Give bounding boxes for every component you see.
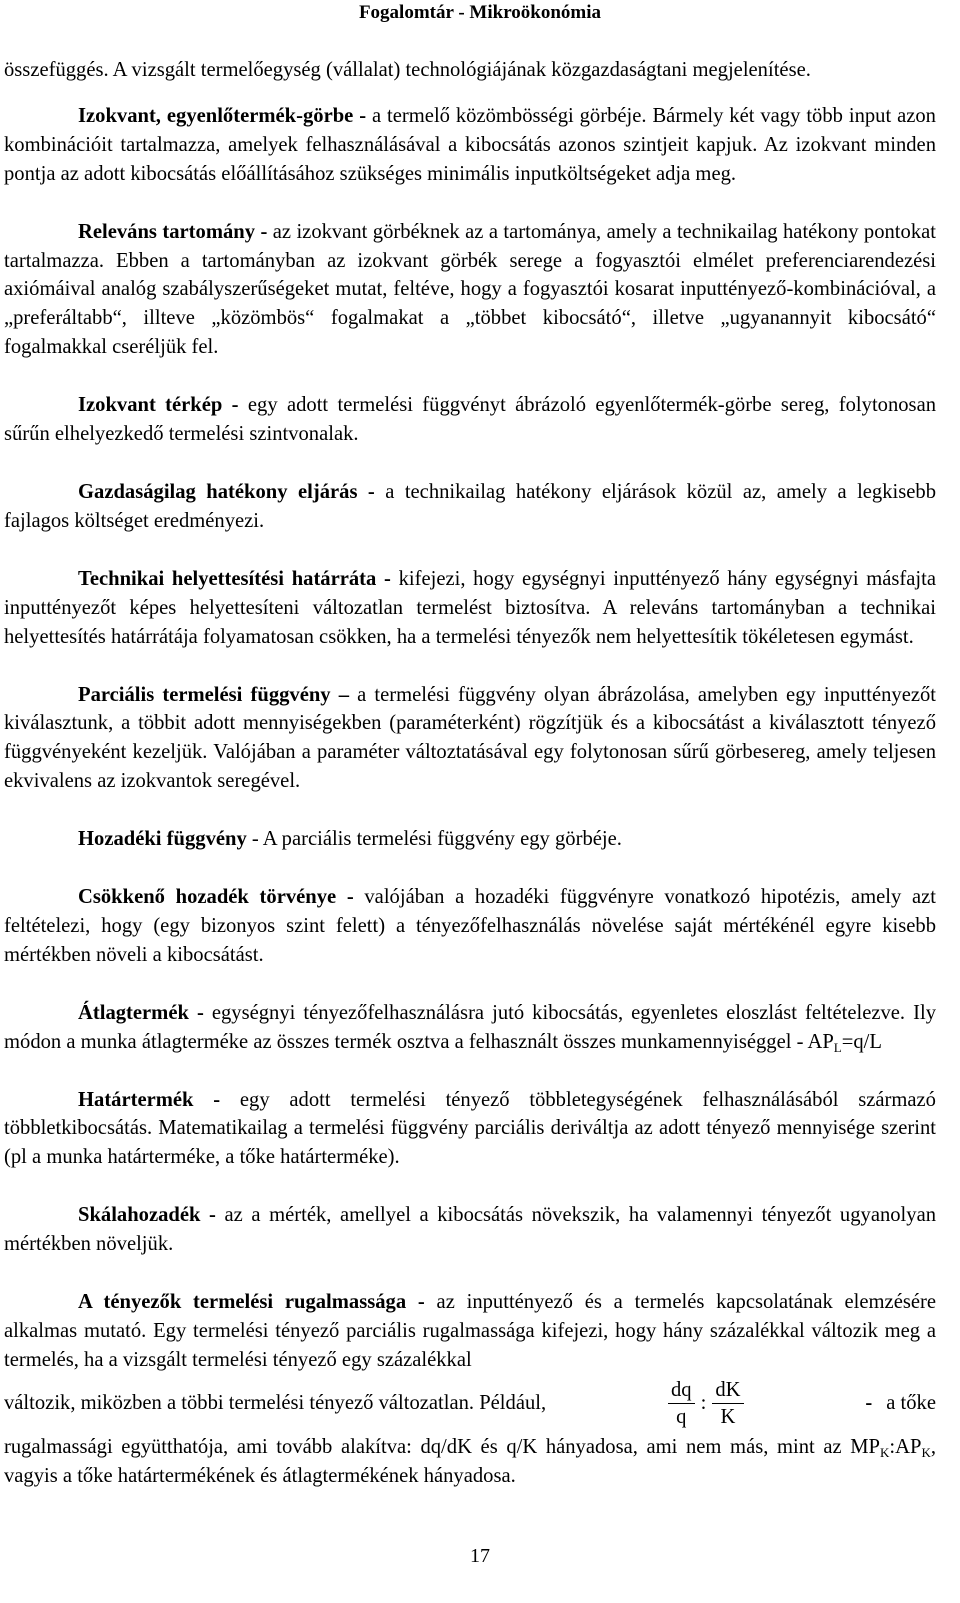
definition-relevans-tartomany [4, 218, 936, 363]
numerator: dq [668, 1377, 695, 1404]
definition-text: a termelő közömbösségi görbéje. Bármely két vagy több input azon kombinációit tartalmazza, amelyek felhasználásával a kibocsátás azonos szintjeit kapjuk. Az izokvant minden pontja az adott kibocsátás előállításához szükséges minimális inputköltségeket adja meg. [4, 104, 936, 185]
fraction-dk-k [712, 1377, 743, 1430]
definition-text: az a mérték, amellyel a kibocsátás növekszik, ha valamennyi tényezőt ugyanolyan mértékben növeljük. [4, 1204, 937, 1256]
definition-izokvant-terkep [4, 391, 936, 449]
formula-tail-text: a tőke [886, 1392, 936, 1415]
definition-gazdasagilag-hatekony [4, 478, 936, 536]
subscript: K [880, 1444, 890, 1460]
definition-parcialis-fuggveny [4, 681, 936, 797]
definition-text: kifejezi, hogy egységnyi inputtényező hány egységnyi másfajta inputtényezőt képes helyettesíteni változatlan termelést biztosítva. A releváns tartományban a technikai helyettesítés határrátája folyamatosan csökken, ha a termelési tényezők nem helyettesítik tökéletesen egymást. [4, 567, 936, 648]
definition-text-2: rugalmassági együtthatója, ami tovább alakítva: dq/dK és q/K hányadosa, ami nem más, mint az MP [4, 1435, 880, 1458]
definition-text: a termelési függvény olyan ábrázolása, amelyben egy inputtényezőt kiválasztunk, a többit adott mennyiségekben (paraméterként) rögzítjük és a kibocsátást a kiválasztott tényező függvényeként kezeljük. Valójában a paraméter változtatásával egy folytonosan sűrű görbesereg, amely teljesen ekvivalens az izokvantok seregével. [4, 683, 936, 793]
definition-text: valójában a hozadéki függvényre vonatkozó hipotézis, amely azt feltételezi, hogy (egy bizonyos szint felett) a tényezőfelhasználás növelése saját mértékénél egyre kisebb mértékben növeli a kibocsátást. [4, 886, 936, 966]
definition-text-block [4, 1288, 936, 1375]
denominator: q [676, 1406, 687, 1429]
formula-tail [865, 1389, 936, 1418]
fraction-dq-q [668, 1377, 695, 1430]
definition-izokvant [4, 102, 936, 189]
numerator: dK [712, 1377, 743, 1404]
paragraph-continuation: összefüggés. A vizsgált termelőegység (vállalat) technológiájának közgazdaságtani megjelenítése. [4, 59, 811, 81]
definition-text: egy adott termelési függvényt ábrázoló egyenlőtermék-görbe sereg, folytonosan sűrűn elhelyezkedő termelési szintvonalak. [4, 394, 937, 446]
term: Parciális termelési függvény – [78, 683, 350, 706]
definition-termelesi-rugalmassag [4, 1288, 936, 1491]
definition-text: egy adott termelési tényező többletegységének felhasználásából származó többletkibocsátás. Matematikailag a termelési függvény parciális deriváltja az adott tényező mennyisége szerint (pl a munka határterméke, a tőke határterméke). [4, 1088, 936, 1169]
document-body [4, 56, 936, 1491]
page-number: 17 [470, 1545, 490, 1567]
definition-text-end: , vagyis a tőke határtermékének és átlagtermékének hányadosa. [4, 1435, 936, 1487]
formula-lead-text: változik, miközben a többi termelési tényező változatlan. Például, [4, 1392, 547, 1415]
definition-text: - A parciális termelési függvény egy görbéje. [246, 828, 622, 851]
definition-text: az izokvant görbéknek az a tartománya, amely a technikailag hatékony pontokat tartalmazza. Ebben a tartományban az izokvant görbék serege a fogyasztói elmélet preferenciarendezési axiómáival analóg szabályszerűségeket mutat, feltéve, hogy a fogyasztói kosarat inputtényező-kombinációval, a „preferáltabb“, illteve „közömbös“ fogalmakat a „többet kibocsátó“, illetve „ugyanannyit kibocsátó“ fogalmakkal cseréljük fel. [4, 220, 936, 359]
term: Izokvant, egyenlőtermék-görbe - [78, 104, 367, 127]
term: Technikai helyettesítési határráta - [78, 567, 391, 590]
formula-line [4, 1375, 936, 1433]
definition-text-tail: =q/L [841, 1030, 882, 1053]
definition-text: a technikailag hatékony eljárások közül az, amely a legkisebb fajlagos költséget eredményezi. [4, 480, 936, 532]
term: Releváns tartomány - [78, 220, 268, 243]
colon-operator: : [700, 1392, 707, 1415]
term: A tényezők termelési rugalmassága - [78, 1291, 425, 1314]
definition-text-continued [4, 1433, 936, 1491]
subscript: L [833, 1039, 842, 1055]
definition-helyettesitesi-hatarrata [4, 565, 936, 652]
term: Átlagtermék - [78, 1001, 204, 1024]
running-header: Fogalomtár - Mikroökonómia [358, 2, 602, 23]
ratio-middle: :AP [889, 1435, 922, 1458]
term: Skálahozadék - [78, 1204, 216, 1227]
term: Csökkenő hozadék törvénye - [78, 886, 354, 909]
definition-text: az inputtényező és a termelés kapcsolatának elemzésére alkalmas mutató. Egy termelési tényező parciális rugalmassága kifejezi, hogy hány százalékkal változik meg a termelés, ha a vizsgált termelési tényező egy százalékkal [4, 1291, 936, 1371]
denominator: K [720, 1406, 736, 1429]
definition-hozadeki-fuggveny [4, 825, 936, 854]
term: Izokvant térkép - [78, 394, 239, 417]
subscript: K [921, 1444, 931, 1460]
elasticity-formula [668, 1377, 744, 1430]
term: Határtermék - [78, 1088, 221, 1111]
definition-skalahozadek [4, 1201, 936, 1259]
definition-hatartermek [4, 1086, 936, 1173]
definition-text: egységnyi tényezőfelhasználásra jutó kibocsátás, egyenletes eloszlást feltételezve. Ily módon a munka átlagterméke az összes termék osztva a felhasznált összes munkamennyiséggel - AP [4, 1001, 936, 1053]
formula-dash: - [865, 1392, 873, 1415]
definition-csokkeno-hozadek [4, 883, 936, 970]
definition-atlagtermek [4, 999, 936, 1057]
term: Gazdaságilag hatékony eljárás - [78, 480, 375, 503]
term: Hozadéki függvény [78, 828, 247, 851]
